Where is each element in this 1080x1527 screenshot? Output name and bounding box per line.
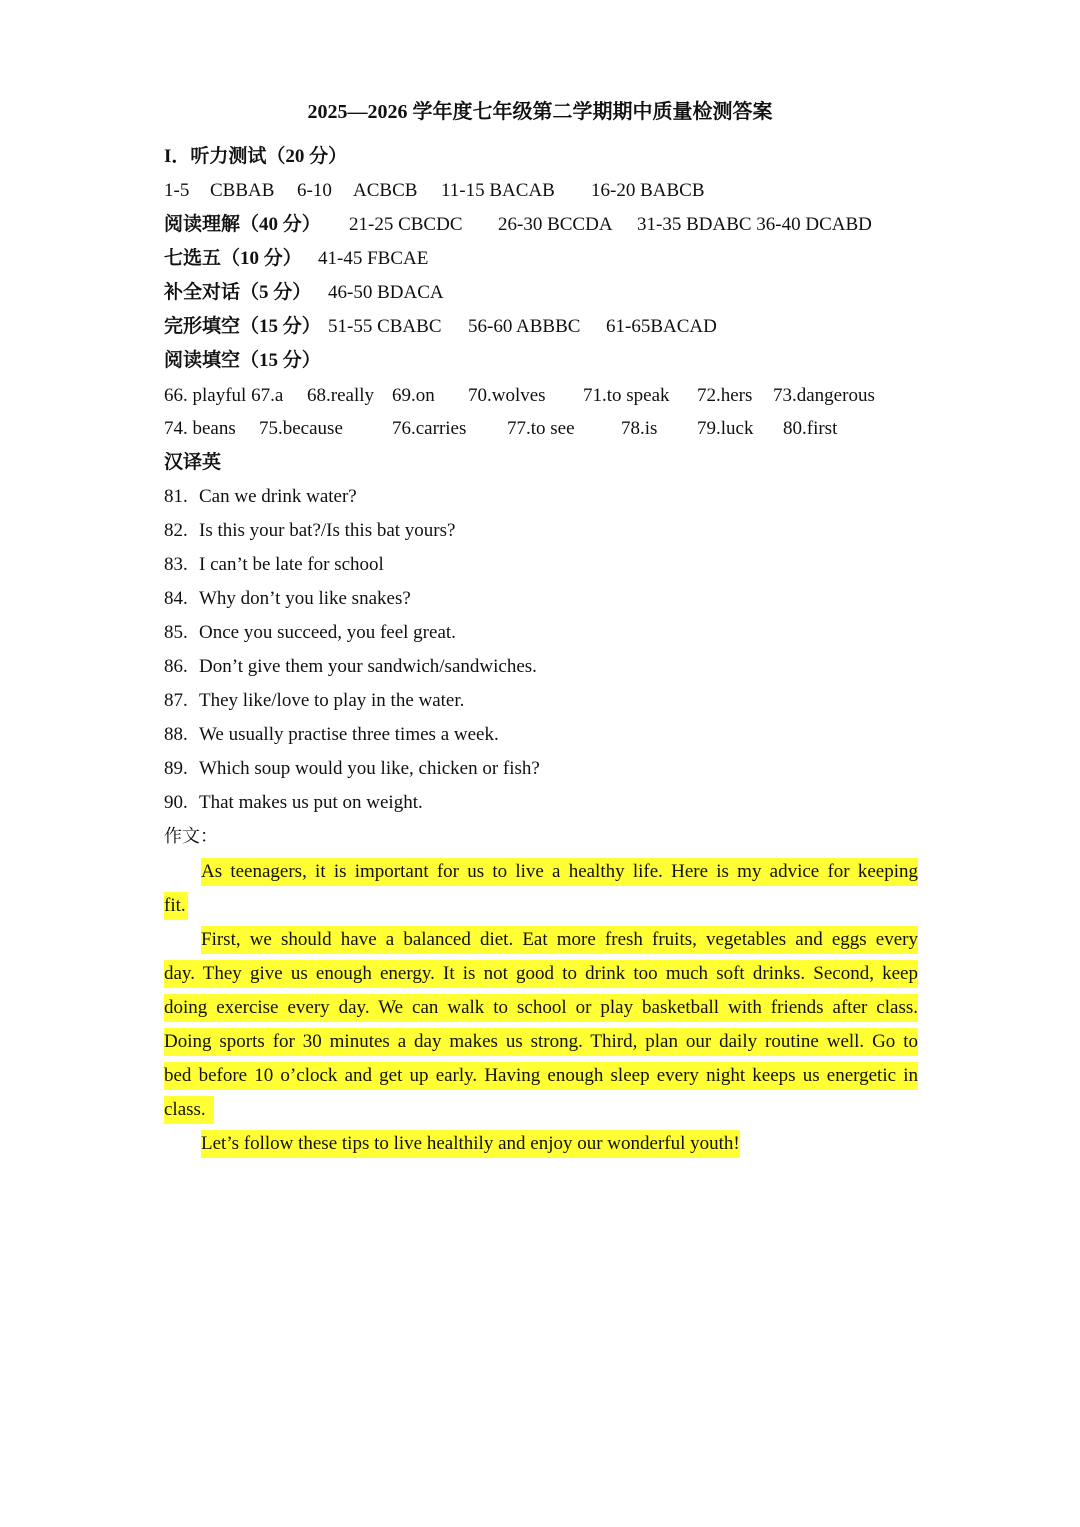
item-sentence: I can’t be late for school [199, 554, 384, 575]
item-number: 88. [164, 724, 188, 745]
reading-fill-row-1 [164, 383, 924, 409]
fill-answer: 75.because [259, 418, 343, 439]
cloze-row [164, 314, 924, 340]
translation-item [164, 756, 924, 782]
essay-line: class. [164, 1096, 214, 1124]
answer-group: 1-5 [164, 180, 190, 201]
answer-group: ACBCB [353, 180, 418, 201]
answer-group: 46-50 BDACA [328, 282, 444, 303]
dialogue-heading: 补全对话（5 分） [164, 282, 312, 303]
item-number: 84. [164, 588, 188, 609]
item-number: 90. [164, 792, 188, 813]
fill-answer: 68.really [307, 385, 375, 406]
seven-five-row [164, 246, 924, 272]
item-sentence: Can we drink water? [199, 486, 357, 507]
item-number: 85. [164, 622, 188, 643]
translation-item [164, 790, 924, 816]
answer-group: 6-10 [297, 180, 332, 201]
item-number: 89. [164, 758, 188, 779]
seven-five-heading: 七选五（10 分） [164, 248, 302, 269]
fill-answer: 78.is [621, 418, 658, 439]
reading-fill-heading: 阅读填空（15 分） [164, 350, 321, 371]
answer-group: CBBAB [210, 180, 275, 201]
fill-answer: 71.to speak [583, 385, 670, 406]
item-number: 83. [164, 554, 188, 575]
fill-answer: 77.to see [507, 418, 575, 439]
answer-group: 11-15 BACAB [441, 180, 555, 201]
answer-group: 21-25 CBCDC [349, 214, 463, 235]
item-sentence: Why don’t you like snakes? [199, 588, 411, 609]
fill-answer: 72.hers [697, 385, 753, 406]
reading-heading: 阅读理解（40 分） [164, 214, 321, 235]
translation-item [164, 620, 924, 646]
item-sentence: Which soup would you like, chicken or fish? [199, 758, 540, 779]
essay-line: First, we should have a balanced diet. Eat more fresh fruits, vegetables and eggs every [201, 926, 918, 954]
translation-item [164, 518, 924, 544]
essay-line: day. They give us enough energy. It is not good to drink too much soft drinks. Second, keep [164, 960, 918, 988]
answer-group: 26-30 BCCDA [498, 214, 613, 235]
essay-paragraph-1 [164, 854, 918, 922]
essay-line: Doing sports for 30 minutes a day makes us strong. Third, plan our daily routine well. Go to [164, 1028, 918, 1056]
item-number: 82. [164, 520, 188, 541]
cloze-heading: 完形填空（15 分） [164, 316, 321, 337]
item-number: 87. [164, 690, 188, 711]
item-sentence: They like/love to play in the water. [199, 690, 465, 711]
fill-answer: 79.luck [697, 418, 754, 439]
item-sentence: Is this your bat?/Is this bat yours? [199, 520, 456, 541]
page-title: 2025—2026 学年度七年级第二学期期中质量检测答案 [307, 101, 773, 123]
fill-answer: 76.carries [392, 418, 467, 439]
fill-answer: 80.first [783, 418, 838, 439]
reading-fill-row-2 [164, 416, 924, 442]
fill-answer: 73.dangerous [773, 385, 875, 406]
essay-line: bed before 10 o’clock and get up early. Having enough sleep every night keeps us energetic in [164, 1062, 918, 1090]
answer-group: 41-45 FBCAE [318, 248, 429, 269]
item-sentence: Once you succeed, you feel great. [199, 622, 456, 643]
fill-answer: 66. playful 67.a [164, 385, 284, 406]
item-number: 86. [164, 656, 188, 677]
answer-group: 51-55 CBABC [328, 316, 442, 337]
fill-answer: 74. beans [164, 418, 236, 439]
translation-item [164, 484, 924, 510]
fill-answer: 70.wolves [468, 385, 546, 406]
fill-answer: 69.on [392, 385, 435, 406]
answer-group: 16-20 BABCB [591, 180, 705, 201]
essay-line: fit. [164, 892, 188, 920]
answer-group: 56-60 ABBBC [468, 316, 581, 337]
essay-paragraph-2 [164, 922, 918, 1126]
item-sentence: That makes us put on weight. [199, 792, 423, 813]
translation-item [164, 654, 924, 680]
essay-line: doing exercise every day. We can walk to school or play basketball with friends after class. [164, 994, 918, 1022]
answer-group: 61-65BACAD [606, 316, 717, 337]
dialogue-row [164, 280, 924, 306]
essay-heading: 作文： [164, 826, 218, 847]
item-sentence: We usually practise three times a week. [199, 724, 499, 745]
translation-item [164, 688, 924, 714]
item-sentence: Don’t give them your sandwich/sandwiches. [199, 656, 537, 677]
essay-line: As teenagers, it is important for us to live a healthy life. Here is my advice for keeping [201, 858, 918, 886]
translation-item [164, 552, 924, 578]
translation-item [164, 722, 924, 748]
listening-heading: I．听力测试（20 分） [164, 146, 348, 167]
answer-group: 31-35 BDABC 36-40 DCABD [637, 214, 872, 235]
listening-answers [164, 178, 924, 204]
reading-row [164, 212, 924, 238]
essay-line: Let’s follow these tips to live healthily and enjoy our wonderful youth! [201, 1130, 740, 1158]
essay-paragraph-3 [164, 1126, 918, 1160]
translation-heading: 汉译英 [164, 452, 222, 473]
translation-item [164, 586, 924, 612]
item-number: 81. [164, 486, 188, 507]
